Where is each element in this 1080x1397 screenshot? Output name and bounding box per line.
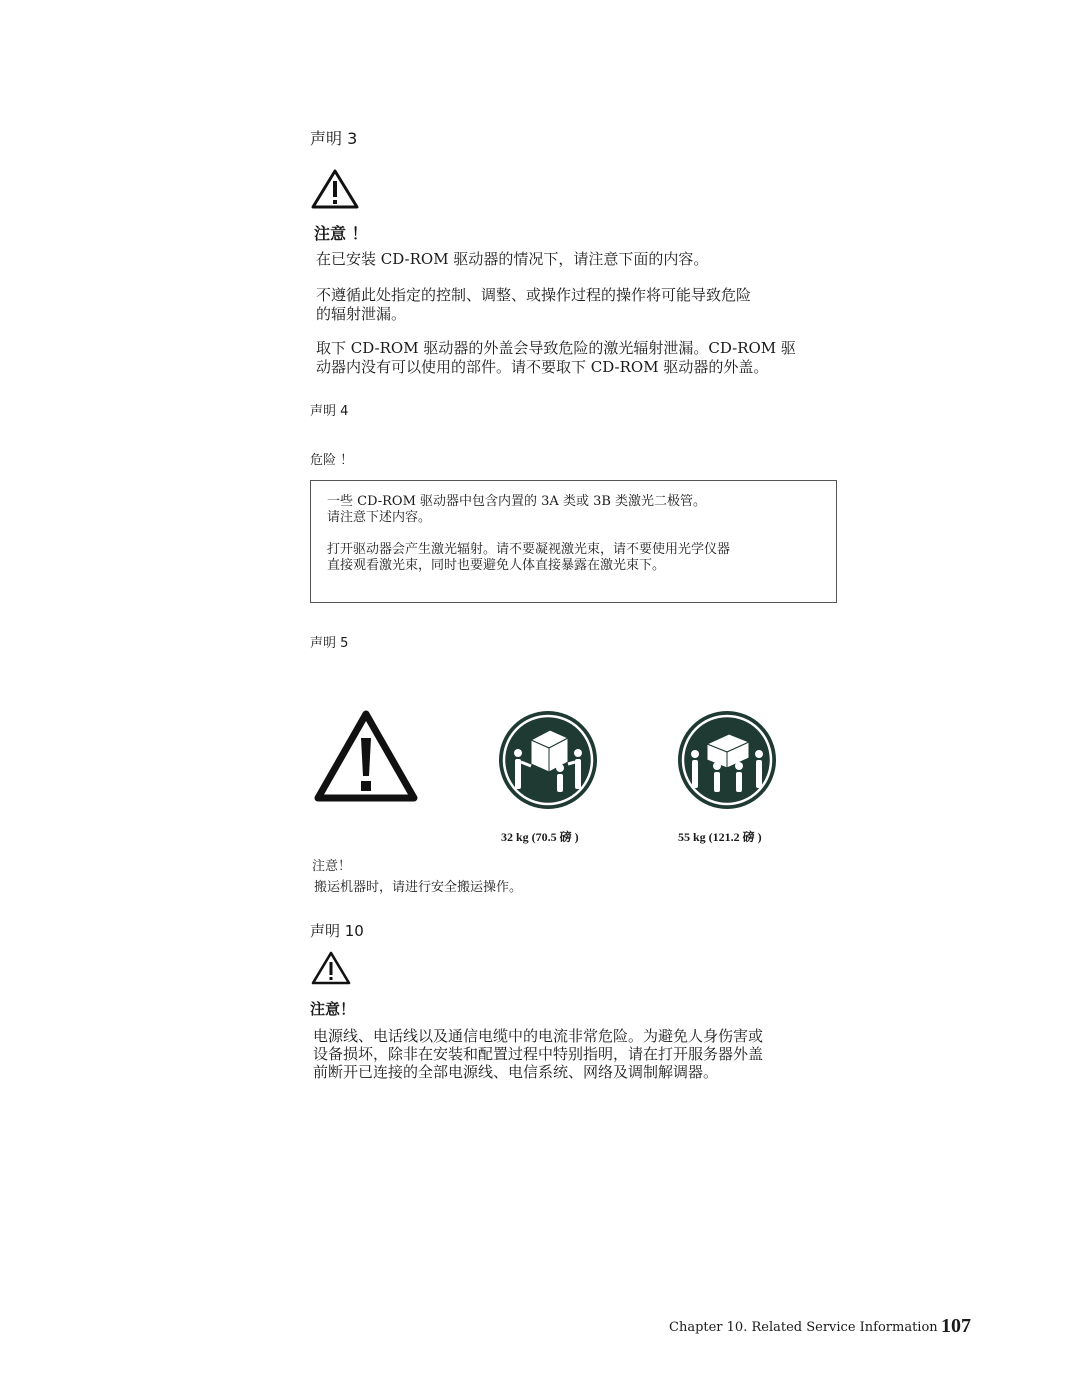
- statement-10-text: 电源线、电话线以及通信电缆中的电流非常危险。为避免人身伤害或 设备损坏，除非在安装和配置过程中特别指明，请在打开服务器外盖 前断开已连接的全部电源线、电信系统、网络及调制解调器。: [313, 1027, 764, 1081]
- page-number: 107: [941, 1315, 971, 1337]
- danger-box-para-2: 打开驱动器会产生激光辐射。请不要凝视激光束，请不要使用光学仪器 直接观看激光束，同时也要避免人体直接暴露在激光束下。: [327, 542, 731, 573]
- statement-3-para-1: 在已安装 CD-ROM 驱动器的情况下，请注意下面的内容。: [316, 250, 709, 268]
- weight-label-three-person: 55 kg (121.2 磅 ): [678, 830, 762, 844]
- danger-box-para-1: 一些 CD-ROM 驱动器中包含内置的 3A 类或 3B 类激光二极管。 请注意下述内容。: [327, 494, 707, 525]
- statement-5-caution: 注意！: [312, 859, 352, 874]
- statement-3-para-2: 不遵循此处指定的控制、调整、或操作过程的操作将可能导致危险 的辐射泄漏。: [316, 286, 752, 323]
- three-person-lift-icon: [677, 710, 777, 810]
- danger-box: [310, 480, 837, 603]
- statement-5-text: 搬运机器时，请进行安全搬运操作。: [314, 880, 523, 895]
- statement-3-title: 声明 3: [310, 129, 358, 148]
- warning-triangle-icon: [310, 950, 352, 986]
- statement-4-title: 声明 4: [310, 404, 349, 419]
- statement-5-title: 声明 5: [310, 636, 349, 651]
- statement-3-para-3: 取下 CD-ROM 驱动器的外盖会导致危险的激光辐射泄漏。CD-ROM 驱 动器内没有可以使用的部件。请不要取下 CD-ROM 驱动器的外盖。: [316, 339, 796, 376]
- statement-10-title: 声明 10: [310, 922, 364, 940]
- statement-3-caution: 注意 ！: [314, 224, 368, 243]
- statement-4-danger: 危险 ！: [310, 453, 354, 468]
- warning-triangle-icon: [310, 168, 360, 210]
- statement-10-caution: 注意！: [310, 1000, 356, 1018]
- warning-triangle-icon: [312, 708, 420, 804]
- weight-label-two-person: 32 kg (70.5 磅 ): [501, 830, 579, 844]
- footer-chapter: Chapter 10. Related Service Information: [669, 1320, 938, 1335]
- two-person-lift-icon: [498, 710, 598, 810]
